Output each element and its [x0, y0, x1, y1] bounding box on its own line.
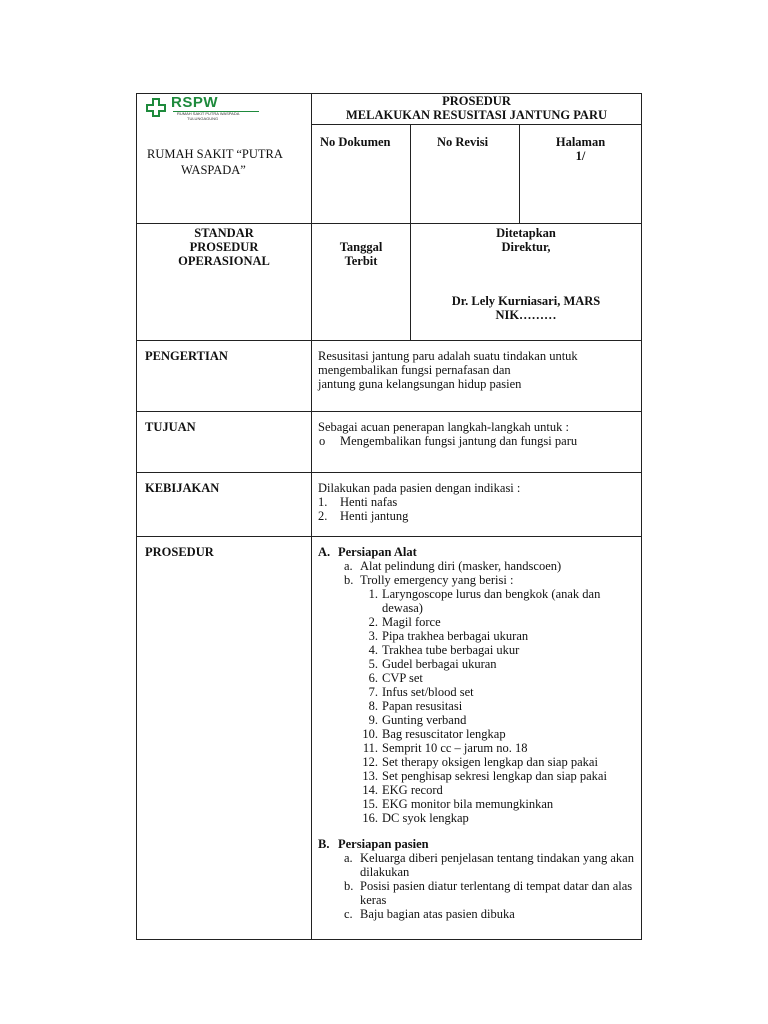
standar-line: OPERASIONAL: [178, 254, 270, 268]
halaman-cell: [520, 125, 642, 224]
hospital-logo: [143, 96, 263, 122]
medical-cross-icon: [143, 96, 173, 118]
signer-name: Dr. Lely Kurniasari, MARS: [451, 294, 601, 308]
sop-table: [136, 93, 642, 940]
item-text: EKG monitor bila memungkinkan: [382, 797, 554, 811]
prosedur-label: PROSEDUR: [145, 545, 214, 559]
item-text: Infus set/blood set: [382, 685, 474, 699]
kebijakan-label-cell: [137, 473, 312, 537]
list-item: [318, 509, 635, 523]
halaman-value: 1/: [575, 149, 586, 163]
tujuan-label: TUJUAN: [145, 420, 196, 434]
pengertian-content: [312, 341, 642, 412]
tanggal-line: Tanggal: [339, 240, 383, 254]
list-item: [318, 741, 635, 755]
tujuan-content: [312, 412, 642, 473]
item-number: 16.: [362, 811, 378, 825]
section-number: A.: [318, 545, 331, 559]
item-number: 1.: [318, 495, 328, 509]
list-item: [318, 783, 635, 797]
tujuan-label-cell: [137, 412, 312, 473]
logo-city: TULUNGAGUNG: [187, 116, 219, 121]
item-number: 6.: [368, 671, 378, 685]
hospital-name-line: RUMAH SAKIT “PUTRA: [147, 147, 283, 161]
halaman-label: Halaman: [555, 135, 606, 149]
item-text: Trolly emergency yang berisi :: [360, 573, 514, 587]
list-item: [318, 615, 635, 629]
item-text: Baju bagian atas pasien dibuka: [360, 907, 515, 921]
item-number: b.: [344, 573, 354, 587]
item-number: 1.: [368, 587, 378, 601]
list-item: [318, 643, 635, 657]
no-revisi-cell: [411, 125, 520, 224]
item-text: Pipa trakhea berbagai ukuran: [382, 629, 529, 643]
list-item: [318, 587, 635, 615]
kebijakan-intro: Dilakukan pada pasien dengan indikasi :: [318, 481, 521, 495]
no-revisi-label: No Revisi: [437, 135, 489, 149]
item-number: 9.: [368, 713, 378, 727]
patient-prep-list: [318, 851, 635, 921]
item-text: Gunting verband: [382, 713, 467, 727]
pengertian-label-cell: [137, 341, 312, 412]
item-number: 13.: [362, 769, 378, 783]
ditetapkan-line: Direktur,: [501, 240, 551, 254]
tujuan-bullet: [318, 434, 635, 448]
item-text: Set penghisap sekresi lengkap dan siap pakai: [382, 769, 607, 783]
hospital-name: [147, 146, 283, 178]
pengertian-label: PENGERTIAN: [145, 349, 228, 363]
pengertian-line: jantung guna kelangsungan hidup pasien: [318, 377, 522, 391]
item-number: 3.: [368, 629, 378, 643]
kebijakan-content: [312, 473, 642, 537]
prosedur-content: [312, 537, 642, 940]
item-text: EKG record: [382, 783, 443, 797]
section-heading: [318, 545, 635, 559]
list-item: [318, 851, 635, 879]
item-text: Alat pelindung diri (masker, handscoen): [360, 559, 562, 573]
list-item: [318, 629, 635, 643]
list-item: [318, 713, 635, 727]
list-item: [318, 879, 635, 907]
list-item: [318, 907, 635, 921]
item-number: 15.: [362, 797, 378, 811]
item-number: b.: [344, 879, 354, 893]
item-number: 12.: [362, 755, 378, 769]
section-number: B.: [318, 837, 330, 851]
list-item: [318, 671, 635, 685]
bullet-mark: o: [319, 434, 326, 448]
list-item: [318, 769, 635, 783]
item-number: 10.: [362, 727, 378, 741]
no-dokumen-label: No Dokumen: [320, 135, 391, 149]
list-item: [318, 657, 635, 671]
item-text: Laryngoscope lurus dan bengkok (anak dan dewasa): [382, 587, 601, 615]
pengertian-line: mengembalikan fungsi pernafasan dan: [318, 363, 511, 377]
standar-line: PROSEDUR: [189, 240, 259, 254]
section-gap: [318, 825, 635, 837]
tujuan-bullet-text: Mengembalikan fungsi jantung dan fungsi paru: [340, 434, 578, 448]
item-text: Set therapy oksigen lengkap dan siap pakai: [382, 755, 598, 769]
list-item: [318, 727, 635, 741]
section-title: Persiapan Alat: [338, 545, 417, 559]
prosedur-label-cell: [137, 537, 312, 940]
item-text: Keluarga diberi penjelasan tentang tindakan yang akan dilakukan: [360, 851, 634, 879]
item-number: 2.: [318, 509, 328, 523]
item-number: c.: [344, 907, 353, 921]
list-item: [318, 495, 635, 509]
no-dokumen-cell: [312, 125, 411, 224]
pengertian-line: Resusitasi jantung paru adalah suatu tindakan untuk: [318, 349, 578, 363]
standar-cell: [137, 224, 312, 341]
item-text: CVP set: [382, 671, 423, 685]
title-line: PROSEDUR: [442, 94, 511, 108]
item-number: 2.: [368, 615, 378, 629]
list-item: [318, 797, 635, 811]
tanggal-line: Terbit: [344, 254, 378, 268]
item-text: Posisi pasien diatur terlentang di tempat datar dan alas keras: [360, 879, 633, 907]
item-text: Henti nafas: [340, 495, 398, 509]
hospital-identity-cell: [137, 94, 312, 224]
list-item: [318, 559, 635, 573]
standar-line: STANDAR: [194, 226, 254, 240]
logo-subtitle: RUMAH SAKIT PUTRA WASPADA: [177, 111, 240, 116]
title-line: MELAKUKAN RESUSITASI JANTUNG PARU: [345, 108, 608, 122]
sop-document: [136, 93, 641, 940]
item-number: a.: [344, 851, 353, 865]
equipment-list: [318, 587, 635, 825]
item-number: 8.: [368, 699, 378, 713]
item-text: Magil force: [382, 615, 441, 629]
item-number: 7.: [368, 685, 378, 699]
section-title: Persiapan pasien: [338, 837, 429, 851]
item-text: Gudel berbagai ukuran: [382, 657, 497, 671]
list-item: [318, 573, 635, 587]
ditetapkan-line: Ditetapkan: [496, 226, 556, 240]
item-text: Henti jantung: [340, 509, 409, 523]
item-number: a.: [344, 559, 353, 573]
item-text: DC syok lengkap: [382, 811, 469, 825]
hospital-name-line: WASPADA”: [181, 163, 246, 177]
item-number: 14.: [362, 783, 378, 797]
item-number: 4.: [368, 643, 378, 657]
item-text: Papan resusitasi: [382, 699, 463, 713]
signer-nik: NIK………: [495, 308, 557, 322]
ditetapkan-cell: [411, 224, 642, 341]
list-item: [318, 699, 635, 713]
tujuan-intro: Sebagai acuan penerapan langkah-langkah untuk :: [318, 420, 569, 434]
list-item: [318, 811, 635, 825]
list-item: [318, 755, 635, 769]
item-text: Bag resuscitator lengkap: [382, 727, 506, 741]
item-number: 5.: [368, 657, 378, 671]
item-number: 11.: [362, 741, 378, 755]
tanggal-terbit-cell: [312, 224, 411, 341]
item-text: Semprit 10 cc – jarum no. 18: [382, 741, 528, 755]
item-text: Trakhea tube berbagai ukur: [382, 643, 520, 657]
document-title: [312, 94, 642, 125]
section-heading: [318, 837, 635, 851]
kebijakan-label: KEBIJAKAN: [145, 481, 220, 495]
list-item: [318, 685, 635, 699]
logo-name: RSPW: [171, 94, 218, 111]
